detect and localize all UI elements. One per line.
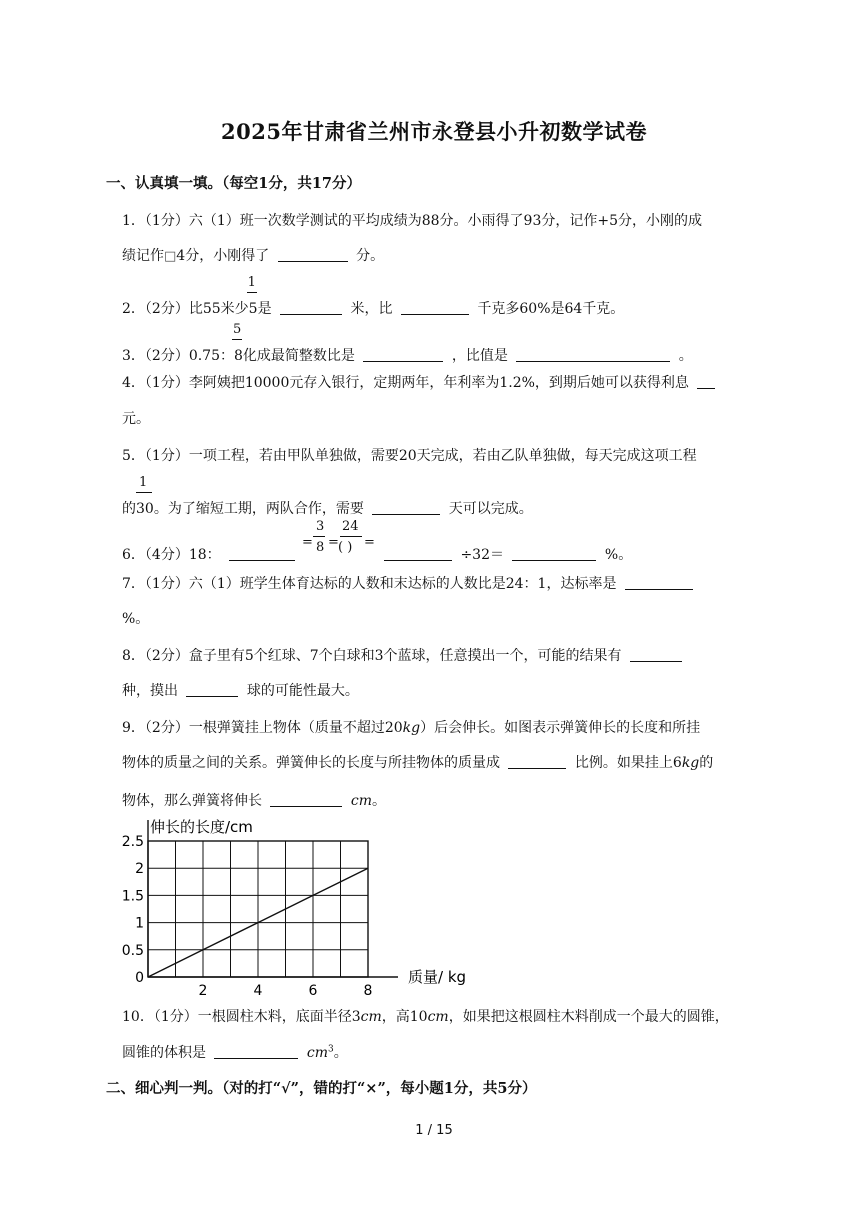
q1-text-c: 分。: [356, 248, 385, 264]
q6-fraction-1-denominator: 8: [316, 540, 325, 555]
q6-fraction-2-numerator: 24: [342, 519, 359, 534]
answer-blank[interactable]: [372, 500, 440, 515]
q6-fraction-1-bar: [313, 536, 325, 537]
answer-blank[interactable]: [625, 575, 693, 590]
q6-equals-1: =: [302, 535, 313, 550]
answer-blank[interactable]: [278, 247, 348, 262]
q5-text-c: 。为了缩短工期，两队合作，需要: [153, 501, 364, 517]
q3-text-c: ，比值是: [451, 348, 508, 364]
unknown-glyph-box: □: [164, 249, 177, 264]
y-tick-label: 2.5: [121, 834, 144, 850]
q10-text-d: 圆锥的体积是: [122, 1045, 206, 1061]
q6-text-a: 6．（4分）18：: [122, 547, 221, 563]
chart-y-tick-labels: [122, 834, 144, 986]
answer-blank[interactable]: [401, 300, 469, 315]
answer-blank[interactable]: [630, 647, 682, 662]
q2-text-d: 千克多60%是64千克。: [477, 301, 625, 317]
page-title: 2025年甘肃省兰州市永登县小升初数学试卷: [221, 119, 647, 144]
q6-fraction-2-bar: [340, 536, 362, 537]
question-4-line-1: [122, 372, 719, 392]
page-number: 1 / 15: [415, 1123, 453, 1138]
answer-blank[interactable]: [363, 347, 443, 362]
fraction: [233, 322, 243, 364]
chart-x-tick-labels: [199, 983, 373, 998]
y-tick-label: 1: [135, 915, 144, 932]
superscript-3: 3: [328, 1044, 334, 1055]
unit-cm: cm: [360, 1009, 382, 1025]
q6-text-b: ÷32＝: [460, 547, 504, 563]
x-tick-label: 6: [308, 983, 318, 998]
question-5-line-2: [122, 475, 533, 518]
section-1-heading: 一、认真填一填。（每空1分，共17分）: [106, 175, 362, 192]
chart-grid-vertical: [176, 841, 341, 977]
x-tick-label: 8: [363, 983, 373, 998]
question-2: [122, 275, 625, 318]
question-7-line-2: %。: [122, 611, 150, 627]
q9-text-d: 比例。如果挂上6: [574, 755, 682, 771]
q6-equals-2: =: [328, 535, 339, 550]
fraction: [136, 475, 154, 517]
q9-text-a: 9．（2分）一根弹簧挂上物体（质量不超过20: [122, 720, 403, 736]
question-4-line-2: 元。: [122, 411, 150, 427]
section-2-heading: 二、细心判一判。（对的打“√”，错的打“×”，每小题1分，共5分）: [106, 1080, 537, 1097]
q1-text-a: 绩记作: [122, 248, 164, 264]
spring-extension-chart: [100, 812, 500, 998]
question-9-line-2: [122, 752, 713, 772]
q9-text-g: 。: [372, 793, 387, 809]
unit-cm: cm: [306, 1045, 329, 1061]
q6-fraction-2-denominator: ( ): [338, 540, 353, 555]
answer-blank[interactable]: [512, 546, 596, 561]
fraction-bar: [232, 339, 242, 340]
q9-text-f: 物体，那么弹簧将伸长: [122, 793, 262, 809]
q10-text-b: ，高10: [381, 1009, 428, 1025]
answer-blank[interactable]: [270, 792, 342, 807]
question-6-continued: [380, 544, 632, 564]
q2-text-b: 是: [257, 301, 272, 317]
fraction-denominator: 8: [234, 348, 243, 364]
fraction-denominator: 30: [136, 501, 154, 517]
fraction-denominator: 5: [248, 301, 258, 317]
q9-text-c: 物体的质量之间的关系。弹簧伸长的长度与所挂物体的质量成: [122, 755, 500, 771]
y-tick-label: 2: [135, 861, 144, 878]
q9-text-e: 的: [699, 755, 714, 771]
y-tick-label: 0.5: [121, 942, 144, 959]
q8-text-b: 种，摸出: [122, 683, 178, 699]
question-10-line-1: [122, 1006, 729, 1026]
x-tick-label: 2: [198, 983, 208, 998]
q6-fraction-1-numerator: 3: [316, 519, 325, 534]
answer-blank[interactable]: [229, 546, 295, 561]
question-1-line-2: [122, 245, 384, 265]
q7-text-a: 7．（1分）六（1）班学生体育达标的人数和末达标的人数比是24：1，达标率是: [122, 576, 617, 592]
x-tick-label: 4: [253, 983, 263, 998]
q6-text-c: %。: [604, 547, 633, 563]
answer-blank[interactable]: [508, 754, 566, 769]
chart-y-axis-label: 伸长的长度/cm: [150, 818, 253, 836]
question-8-line-1: [122, 645, 686, 665]
question-9-line-1: [122, 717, 700, 737]
unit-cm: cm: [427, 1009, 449, 1025]
q6-equals-3: =: [364, 535, 375, 550]
unit-cm: cm: [350, 793, 373, 809]
question-10-line-2: [122, 1042, 348, 1062]
question-6: [122, 544, 299, 564]
fraction: [247, 275, 258, 317]
question-3: [122, 322, 693, 365]
question-7-line-1: [122, 573, 697, 593]
q2-text-c: 米，比: [350, 301, 393, 317]
answer-blank[interactable]: [697, 374, 715, 389]
y-tick-label: 0: [135, 970, 144, 986]
fraction-bar: [136, 492, 152, 493]
q8-text-c: 球的可能性最大。: [246, 683, 359, 699]
question-1-line-1: 1．（1分）六（1）班一次数学测试的平均成绩为88分。小雨得了93分，记作+5分，小刚的成: [122, 213, 702, 229]
q4-text-a: 4．（1分）李阿姨把10000元存入银行，定期两年，年利率为1.2%，到期后她可以获得利息: [122, 375, 689, 391]
q9-text-b: ）后会伸长。如图表示弹簧伸长的长度和所挂: [420, 720, 701, 736]
q10-text-e: 。: [333, 1045, 348, 1061]
q10-text-c: ，如果把这根圆柱木料削成一个最大的圆锥，: [448, 1009, 729, 1025]
question-5-line-1: 5．（1分）一项工程，若由甲队单独做，需要20天完成，若由乙队单独做，每天完成这项工程: [122, 448, 697, 464]
chart-x-axis-label: 质量/ kg: [408, 968, 467, 986]
q3-text-a: 3．（2分）0.75：: [122, 348, 234, 364]
q5-text-d: 天可以完成。: [448, 501, 533, 517]
q8-text-a: 8．（2分）盒子里有5个红球、7个白球和3个蓝球，任意摸出一个，可能的结果有: [122, 648, 622, 664]
y-tick-label: 1.5: [121, 888, 144, 905]
q3-text-b: 化成最简整数比是: [242, 348, 355, 364]
answer-blank[interactable]: [280, 300, 342, 315]
unit-kg: kg: [681, 755, 700, 771]
answer-blank[interactable]: [516, 347, 670, 362]
answer-blank[interactable]: [186, 682, 238, 697]
q3-text-d: 。: [678, 348, 693, 364]
fraction-numerator: 1: [139, 475, 148, 490]
fraction-bar: [247, 292, 257, 293]
unit-kg: kg: [402, 720, 421, 736]
q5-text-b: 的: [122, 501, 136, 517]
fraction-numerator: 5: [233, 322, 242, 337]
q1-text-b: 4分，小刚得了: [176, 248, 270, 264]
fraction-numerator: 1: [247, 275, 256, 290]
answer-blank[interactable]: [384, 546, 452, 561]
question-9-line-3: [122, 790, 386, 810]
q2-text-a: 2．（2分）比55米少: [122, 301, 249, 317]
question-8-line-2: [122, 680, 359, 700]
q10-text-a: 10．（1分）一根圆柱木料，底面半径3: [122, 1009, 361, 1025]
answer-blank[interactable]: [214, 1044, 298, 1059]
